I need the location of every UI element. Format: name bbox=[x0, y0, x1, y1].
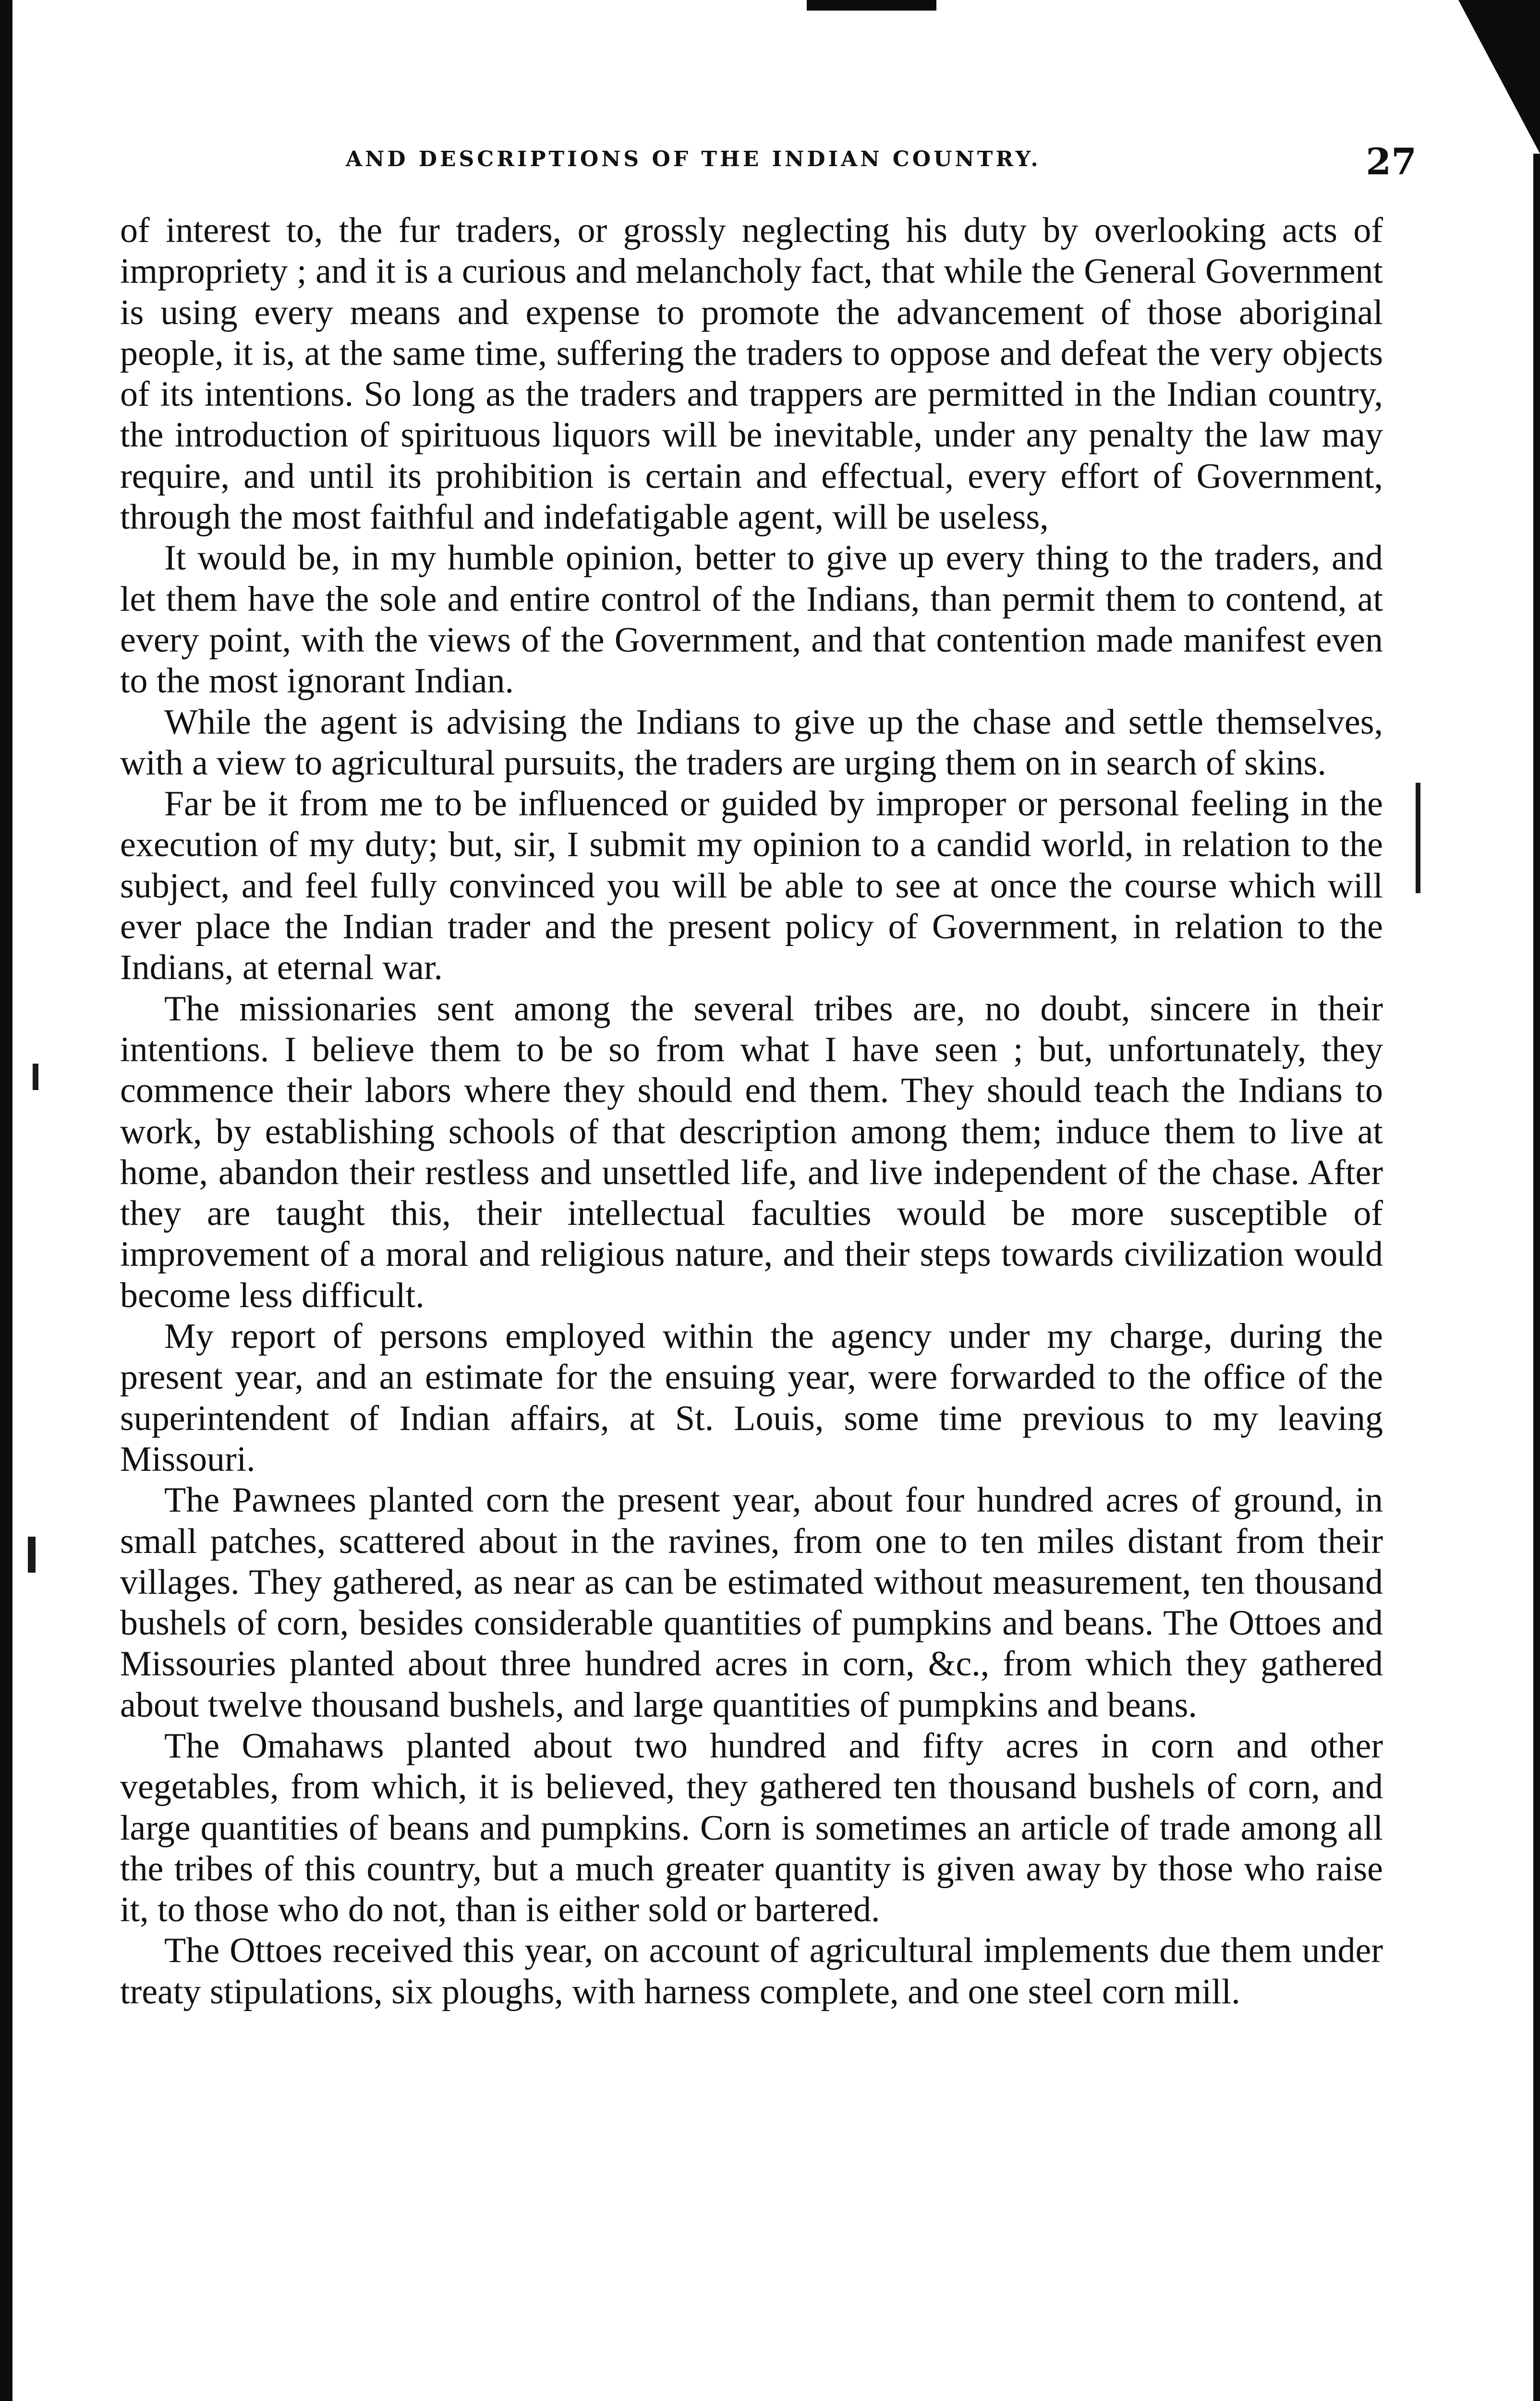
page-number: 27 bbox=[1366, 140, 1417, 183]
paragraph-2: It would be, in my humble opinion, better to give up every thing to the traders, and let them have the sole and entire control of the Indians, than permit them to contend, at every point, with the views of the Government, and that contention made manifest even to the most ignorant Indian. bbox=[120, 538, 1383, 701]
margin-mark-left-lower bbox=[28, 1537, 36, 1573]
running-head-title: AND DESCRIPTIONS OF THE INDIAN COUNTRY. bbox=[346, 147, 1041, 171]
paragraph-8: The Omahaws planted about two hundred and fifty acres in corn and other vegetables, from which, it is believed, they gathered ten thousand bushels of corn, and large quantities of beans and pumpkins. Corn is sometimes an article of trade among all the tribes of this country, but a much greater quantity is given away by those who raise it, to those who do not, than is either sold or bartered. bbox=[120, 1726, 1383, 1930]
paragraph-7: The Pawnees planted corn the present year, about four hundred acres of ground, in small patches, scattered about in the ravines, from one to ten miles distant from their villages. They gathered, as near as can be estimated without measurement, ten thousand bushels of corn, besides considerable quantities of pumpkins and beans. The Ottoes and Missouries planted about three hundred acres in corn, &c., from which they gathered about twelve thousand bushels, and large quantities of pumpkins and beans. bbox=[120, 1480, 1383, 1725]
body-text bbox=[120, 210, 1383, 2013]
scan-corner-top-right bbox=[1458, 0, 1540, 154]
margin-mark-right bbox=[1416, 783, 1420, 893]
paragraph-4: Far be it from me to be influenced or guided by improper or personal feeling in the execution of my duty; but, sir, I submit my opinion to a candid world, in relation to the subject, and feel fully convinced you will be able to see at once the course which will ever place the Indian trader and the present policy of Government, in relation to the Indians, at eternal war. bbox=[120, 784, 1383, 988]
scan-edge-top bbox=[807, 0, 936, 11]
scan-edge-left bbox=[0, 0, 12, 2401]
paragraph-5: The missionaries sent among the several tribes are, no doubt, sincere in their intentions. I believe them to be so from what I have seen ; but, unfortunately, they commence their labors where they should end them. They should teach the Indians to work, by establishing schools of that description among them; induce them to live at home, abandon their restless and unsettled life, and live independent of the chase. After they are taught this, their intellectual faculties would be more susceptible of improvement of a moral and religious nature, and their steps towards civilization would become less difficult. bbox=[120, 989, 1383, 1315]
paragraph-6: My report of persons employed within the agency under my charge, during the present year, and an estimate for the ensuing year, were forwarded to the office of the superintendent of Indian affairs, at St. Louis, some time previous to my leaving Missouri. bbox=[120, 1317, 1383, 1479]
paragraph-9: The Ottoes received this year, on account of agricultural implements due them under treaty stipulations, six ploughs, with harness complete, and one steel corn mill. bbox=[120, 1931, 1383, 2012]
paragraph-1: of interest to, the fur traders, or grossly neglecting his duty by overlooking acts of impropriety ; and it is a curious and melancholy fact, that while the General Government is using every means and expense to promote the advancement of those aboriginal people, it is, at the same time, suffering the traders to oppose and defeat the very objects of its intentions. So long as the traders and trappers are permitted in the Indian country, the introduction of spirituous liquors will be inevitable, under any penalty the law may require, and until its prohibition is certain and effectual, every effort of Government, through the most faithful and indefatigable agent, will be useless, bbox=[120, 211, 1383, 537]
margin-mark-left-upper bbox=[33, 1064, 38, 1090]
scan-edge-right bbox=[1533, 154, 1540, 2401]
running-head bbox=[120, 140, 1417, 183]
paragraph-3: While the agent is advising the Indians to give up the chase and settle themselves, with a view to agricultural pursuits, the traders are urging them on in search of skins. bbox=[120, 702, 1383, 783]
